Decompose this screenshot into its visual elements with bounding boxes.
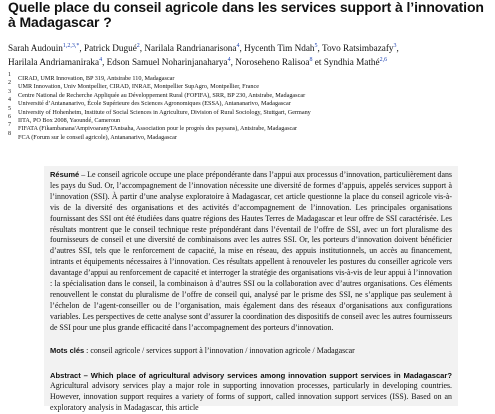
affiliation-number: 8	[8, 134, 18, 142]
author-affiliation-ref[interactable]: 2	[137, 43, 140, 49]
affiliation-text: UMR Innovation, Univ Montpellier, CIRAD, INRAE, Montpellier SupAgro, Montpellier, France	[18, 83, 259, 91]
author-name: Syndhia Mathé	[324, 57, 380, 67]
affiliation-number: 1	[8, 75, 18, 83]
author	[322, 43, 397, 53]
affiliation-text: University of Hohenheim, Institute of Social Sciences in Agriculture, Division of Rural Sociology, Stuttgart, Germany	[18, 109, 311, 117]
affiliation-number: 3	[8, 92, 18, 100]
author	[235, 57, 312, 67]
affiliation-item	[8, 134, 486, 142]
affiliation-text: IITA, PO Box 2008, Yaoundé, Cameroun	[18, 117, 120, 125]
keywords-label: Mots clés	[50, 346, 84, 355]
affiliation-number: 7	[8, 125, 18, 133]
paper-page	[8, 0, 486, 400]
author	[324, 57, 387, 67]
author-affiliation-ref[interactable]: 4	[236, 43, 239, 49]
author	[244, 43, 317, 53]
affiliation-item	[8, 75, 486, 83]
abstract-label: Résumé	[50, 170, 79, 179]
author-affiliation-ref[interactable]: 5	[315, 43, 318, 49]
affiliation-item	[8, 109, 486, 117]
author-affiliation-ref[interactable]: 8	[309, 56, 312, 62]
author-name: Hycenth Tim Ndah	[244, 43, 314, 53]
affiliation-text: CIRAD, UMR Innovation, BP 319, Antsirabe 110, Madagascar	[18, 75, 174, 83]
affiliation-number: 6	[8, 117, 18, 125]
author-list	[8, 42, 486, 69]
affiliation-item	[8, 125, 486, 133]
affiliation-item	[8, 83, 486, 91]
abstract-box	[44, 166, 458, 406]
keywords-colon: :	[86, 346, 90, 355]
author-affiliation-ref[interactable]: 2,6	[380, 56, 388, 62]
affiliation-number: 4	[8, 100, 18, 108]
author-name: Noroseheno Ralisoa	[235, 57, 309, 67]
author-separator: ,	[79, 43, 84, 53]
author-affiliation-ref[interactable]: 4	[228, 56, 231, 62]
author-name: Patrick Dugué	[84, 43, 137, 53]
abstract-en-lead: Abstract – Which place of agricultural advisory services among innovation support services in Madagascar?	[50, 371, 452, 380]
author	[107, 57, 231, 67]
abstract-en-text: Agricultural advisory services play a major role in supporting innovation processes, particularly in developing countries. However, innovation support requires a variety of forms of support, called innovation support services (ISS). Based on an exploratory analysis in Madagascar, this article	[50, 381, 452, 412]
author-name: Sarah Audouin	[8, 43, 63, 53]
author-separator: ,	[231, 57, 236, 67]
affiliation-number: 5	[8, 109, 18, 117]
abstract-dash: –	[81, 170, 87, 179]
author-name: Tovo Ratsimbazafy	[322, 43, 394, 53]
author-name: Harilala Andriamaniraka	[8, 57, 99, 67]
affiliation-item	[8, 117, 486, 125]
affiliation-number: 2	[8, 83, 18, 91]
abstract-en	[50, 371, 452, 414]
author-separator: ,	[318, 43, 320, 53]
author-name: Edson Samuel Noharinjanaharya	[107, 57, 228, 67]
affiliation-text: FCA (Forum sur le conseil agricole), Antananarivo, Madagascar	[18, 134, 177, 142]
author	[144, 43, 239, 53]
affiliation-list	[8, 75, 486, 142]
affiliation-item	[8, 92, 486, 100]
paper-title: Quelle place du conseil agricole dans les services support à l’innovation à Madagascar ?	[8, 0, 486, 30]
author-separator: ,	[397, 43, 399, 53]
author	[84, 43, 140, 53]
affiliation-item	[8, 100, 486, 108]
author	[8, 57, 102, 67]
author-affiliation-ref[interactable]: 3	[394, 43, 397, 49]
author	[8, 43, 79, 53]
keywords	[50, 346, 452, 357]
author-separator: ,	[140, 43, 145, 53]
affiliation-text: FIFATA (Fikambanana'AmpivoaranyTAntsaha, Association pour le progrès des paysans), Antsirabe, Madagascar	[18, 125, 297, 133]
affiliation-text: Université d’Antananarivo, École Supérieure des Sciences Agronomiques (ESSA), Antananarivo, Madagascar	[18, 100, 291, 108]
author-name: Narilala Randrianarisona	[144, 43, 236, 53]
abstract-text: Le conseil agricole occupe une place prépondérante dans l’appui aux processus d’innovation, particulièrement dans les pays du Sud. Or, l’accompagnement de l’innovation nécessite une diversité de formes d’appuis, appelés services support à l’innovation (SSI). À partir d’une analyse exploratoire à Madagascar, cet article questionne la place du conseil agricole vis-à-vis de la diversité des organisations et des activités d’accompagnement de l’innovation. Les principales organisations fournissant des SSI ont été étudiées dans quatre régions des Hautes Terres de Madagascar et leur offre de SSI caractérisée. Les résultats montrent que le conseil technique reste prépondérant dans l’éventail de l’offre de SSI, avec un fort pluralisme des fournisseurs de conseil et une diversité de combinaisons avec les autres SSI. Or, les porteurs d’innovation doivent bénéficier d’autres SSI, tels que le renforcement de capacité, la mise en réseau, des appuis institutionnels, un accès au financement, intrants et équipements nécessaires à l’innovation. Ces résultats appellent à renouveler les postures du conseiller agricole vers davantage d’appui au renforcement de capacité et interroger la stratégie des organisations vis-à-vis de leur appui à l’innovation : la spécialisation dans le conseil, la combinaison à d’autres SSI ou la collaboration avec d’autres organisations. Ces éléments renouvellent le constat du pluralisme de l’offre de conseil qui, analysé par le prisme des SSI, ne s’applique pas seulement à l’échelon de l’agent-conseiller ou de l’organisation, mais également dans des réseaux d’organisations aux configurations variables. Les perspectives de cette analyse sont d’assurer la coordination des dispositifs de conseil avec les autres fournisseurs de SSI pour une plus grande efficacité dans l’accompagnement des porteurs d’innovation.	[50, 170, 452, 332]
abstract-fr	[50, 170, 452, 334]
keywords-text: conseil agricole / services support à l’innovation / innovation agricole / Madagascar	[90, 346, 354, 355]
author-separator: ,	[102, 57, 107, 67]
author-separator: ,	[239, 43, 244, 53]
author-separator: et	[312, 57, 323, 67]
author-affiliation-ref[interactable]: 4	[99, 56, 102, 62]
affiliation-text: Centre National de Recherche Appliquée au Développement Rural (FOFIFA), SRR, BP 230, Antsirabe, Madagascar	[18, 92, 305, 100]
author-affiliation-ref[interactable]: 1,2,3,*	[63, 43, 80, 49]
